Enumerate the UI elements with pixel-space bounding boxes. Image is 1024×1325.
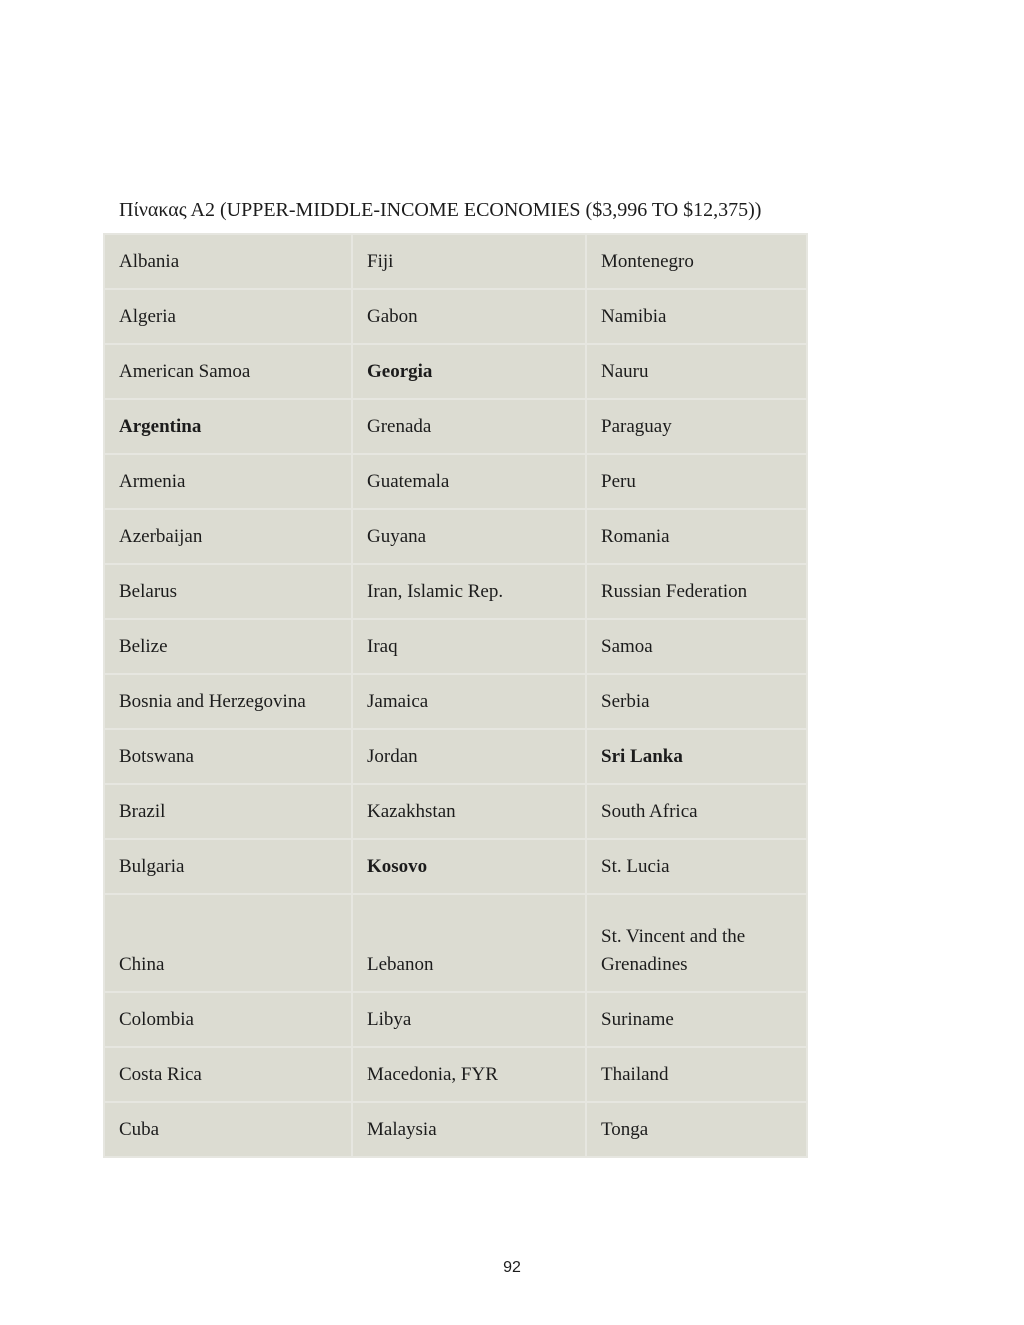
table-cell: Grenada [352, 399, 586, 454]
table-cell: St. Vincent and the Grenadines [586, 894, 807, 992]
table-row [104, 234, 807, 289]
table-cell: Albania [104, 234, 352, 289]
table-cell: Sri Lanka [586, 729, 807, 784]
table-body [104, 234, 807, 1157]
table-cell: Namibia [586, 289, 807, 344]
table-cell: South Africa [586, 784, 807, 839]
table-row [104, 729, 807, 784]
table-row [104, 619, 807, 674]
table-cell: Libya [352, 992, 586, 1047]
table-cell: Suriname [586, 992, 807, 1047]
table-cell: Azerbaijan [104, 509, 352, 564]
table-cell: Jamaica [352, 674, 586, 729]
table-cell: Bulgaria [104, 839, 352, 894]
table-cell: Armenia [104, 454, 352, 509]
table-row [104, 1102, 807, 1157]
table-cell: Argentina [104, 399, 352, 454]
table-cell: Belize [104, 619, 352, 674]
page-number: 92 [503, 1259, 521, 1276]
table-row [104, 564, 807, 619]
table-cell: American Samoa [104, 344, 352, 399]
table-cell: Colombia [104, 992, 352, 1047]
table-row [104, 992, 807, 1047]
table-cell: Russian Federation [586, 564, 807, 619]
table-cell: Guatemala [352, 454, 586, 509]
table-cell: Samoa [586, 619, 807, 674]
table-cell: Nauru [586, 344, 807, 399]
table-cell: Iraq [352, 619, 586, 674]
table-cell: Macedonia, FYR [352, 1047, 586, 1102]
table-row [104, 454, 807, 509]
table-cell: Kazakhstan [352, 784, 586, 839]
table-cell: St. Lucia [586, 839, 807, 894]
table-cell: Botswana [104, 729, 352, 784]
table-cell: Serbia [586, 674, 807, 729]
table-cell: Fiji [352, 234, 586, 289]
table-cell: Jordan [352, 729, 586, 784]
table-row [104, 839, 807, 894]
table-cell: Malaysia [352, 1102, 586, 1157]
table-row [104, 894, 807, 992]
table-cell: Paraguay [586, 399, 807, 454]
table-row [104, 289, 807, 344]
table-cell: Gabon [352, 289, 586, 344]
table-cell: Lebanon [352, 894, 586, 992]
table-row [104, 344, 807, 399]
table-row [104, 399, 807, 454]
table-cell: Georgia [352, 344, 586, 399]
table-cell: China [104, 894, 352, 992]
table-cell: Bosnia and Herzegovina [104, 674, 352, 729]
table-cell: Romania [586, 509, 807, 564]
table-cell: Montenegro [586, 234, 807, 289]
table-cell: Algeria [104, 289, 352, 344]
upper-middle-income-table [103, 233, 808, 1158]
table-row [104, 1047, 807, 1102]
table-cell: Costa Rica [104, 1047, 352, 1102]
table-row [104, 509, 807, 564]
table-cell: Cuba [104, 1102, 352, 1157]
table-cell: Peru [586, 454, 807, 509]
table-cell: Iran, Islamic Rep. [352, 564, 586, 619]
table-caption: Πίνακας Α2 (UPPER-MIDDLE-INCOME ECONOMIES ($3,996 TO $12,375)) [119, 199, 762, 221]
table-cell: Tonga [586, 1102, 807, 1157]
table-cell: Brazil [104, 784, 352, 839]
table-row [104, 674, 807, 729]
table-cell: Kosovo [352, 839, 586, 894]
table-row [104, 784, 807, 839]
table-cell: Thailand [586, 1047, 807, 1102]
table-cell: Guyana [352, 509, 586, 564]
table-cell: Belarus [104, 564, 352, 619]
